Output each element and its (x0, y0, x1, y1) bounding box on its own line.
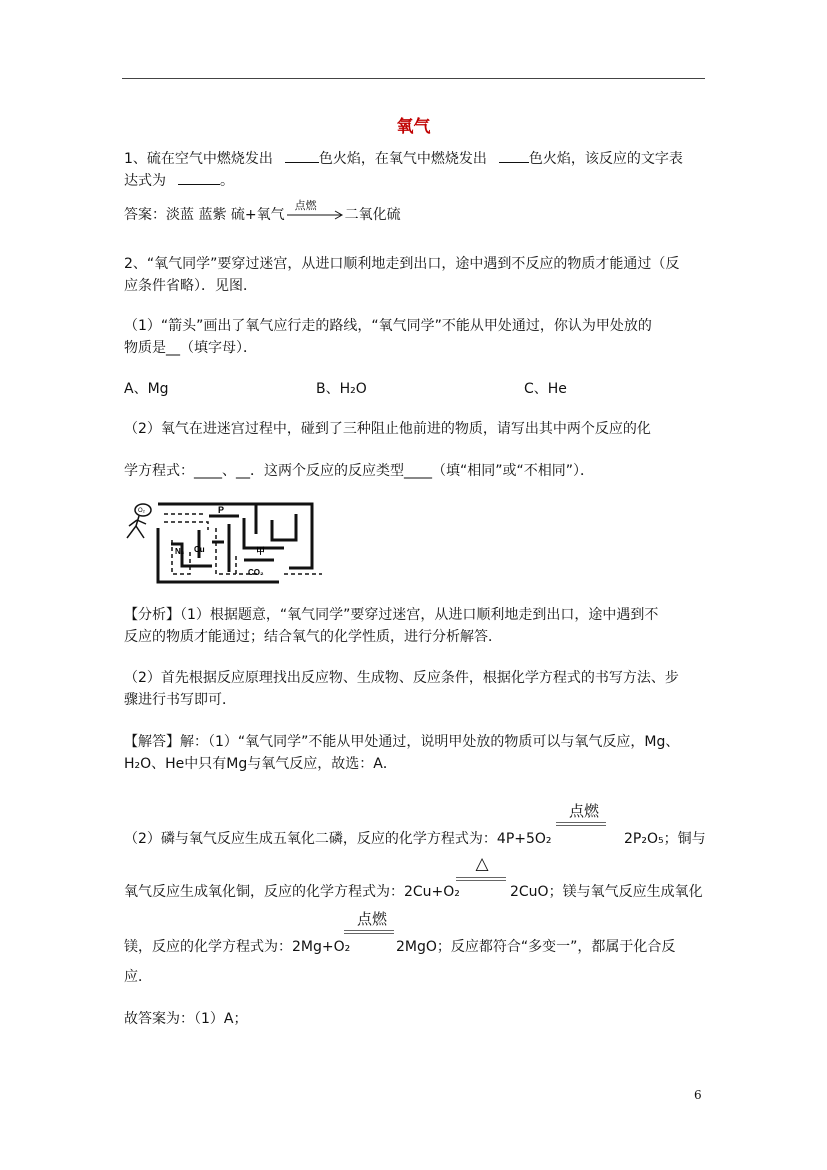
q1-blank-3 (178, 170, 220, 185)
maze-walls (158, 504, 312, 582)
eq2-bar-bottom (456, 880, 506, 881)
option-c: C、He (524, 381, 567, 397)
eq2-pre: 氧气反应生成氧化铜，反应的化学方程式为：2Cu+O₂ (124, 884, 460, 900)
analysis-line1: 【分析】（1）根据题意，“氧气同学”要穿过迷宫，从进口顺利地走到出口，途中遇到不 (124, 607, 659, 623)
q1-text-b: 色火焰，在氧气中燃烧发出 (318, 151, 487, 167)
eq3-post: 2MgO；反应都符合“多变一”，都属于化合反 (396, 939, 676, 955)
eq2-condition: △ (475, 854, 489, 874)
eq2-bar-top (456, 877, 506, 878)
maze-label-cu: Cu (194, 545, 205, 554)
eq3-condition: 点燃 (356, 910, 387, 928)
analysis-line2: 反应的物质才能通过；结合氧气的化学性质，进行分析解答． (124, 629, 502, 645)
q1-condition: 点燃 (294, 199, 317, 212)
q1-line2 (124, 170, 234, 191)
q1-blank-2 (499, 148, 529, 163)
maze-label-co2: CO₂ (248, 568, 264, 577)
q1-answer-prefix: 答案：淡蓝 蓝紫 硫+氧气 (124, 207, 285, 223)
page-title: 氧气 (396, 117, 431, 137)
eq1-pre: （2）磷与氧气反应生成五氧化二磷，反应的化学方程式为：4P+5O₂ (124, 831, 552, 847)
q1-text-d: 达式为 (124, 173, 166, 189)
q1-answer (124, 199, 401, 225)
q2-sub1-line2: 物质是__（填字母）． (124, 340, 257, 356)
final-answer: 故答案为：（1）A； (124, 1011, 248, 1027)
q1-blank-1 (285, 148, 319, 163)
eq3-tail: 应． (124, 969, 152, 985)
maze-label-p: P (218, 505, 225, 515)
eq1-bar-top (556, 822, 606, 823)
eq2-post: 2CuO；镁与氧气反应生成氧化 (510, 884, 703, 900)
right-arrow-icon (285, 208, 345, 222)
maze-figure (124, 500, 324, 586)
q2-sub2-line2: 学方程式：____、__．这两个反应的反应类型____（填“相同”或“不相同”）． (124, 463, 595, 479)
maze-label-n2: N₂ (175, 547, 185, 556)
q1-answer-product: 二氧化硫 (344, 207, 401, 223)
analysis-line3: （2）首先根据反应原理找出反应物、生成物、反应条件，根据化学方程式的书写方法、步 (124, 670, 679, 686)
eq1-condition: 点燃 (568, 802, 599, 820)
header-rule (122, 78, 705, 79)
q2-sub1-line1: （1）“箭头”画出了氧气应行走的路线，“氧气同学”不能从甲处通过，你认为甲处放的 (124, 318, 652, 334)
maze-label-jia: 甲 (256, 547, 266, 557)
eq3-bar-bottom (344, 933, 394, 934)
analysis-line4: 骤进行书写即可． (124, 692, 236, 708)
eq3-bar-top (344, 930, 394, 931)
q1-arrow (285, 199, 345, 219)
q1-line1 (124, 148, 683, 169)
option-b: B、H₂O (316, 381, 367, 397)
option-a: A、Mg (124, 381, 169, 397)
maze-label-o2: O₂ (138, 508, 145, 514)
solution-line1: 【解答】解：（1）“氧气同学”不能从甲处通过，说明甲处放的物质可以与氧气反应，Mg、 (124, 734, 680, 750)
solution-line2: H₂O、He中只有Mg与氧气反应，故选：A． (124, 756, 397, 772)
eq3-pre: 镁，反应的化学方程式为：2Mg+O₂ (124, 939, 351, 955)
eq1-post: 2P₂O₅；铜与 (624, 831, 706, 847)
q1-text-a: 1、硫在空气中燃烧发出 (124, 151, 273, 167)
q1-text-c: 色火焰，该反应的文字表 (528, 151, 683, 167)
q2-intro-1: 2、“氧气同学”要穿过迷宫，从进口顺利地走到出口，途中遇到不反应的物质才能通过（反 (124, 256, 680, 272)
page-number: 6 (694, 1088, 702, 1102)
q1-text-e: 。 (220, 173, 234, 189)
q2-intro-2: 应条件省略）．见图． (124, 278, 257, 294)
q2-sub2-line1: （2）氧气在进迷宫过程中，碰到了三种阻止他前进的物质，请写出其中两个反应的化 (124, 421, 651, 437)
eq1-bar-bottom (556, 825, 606, 826)
